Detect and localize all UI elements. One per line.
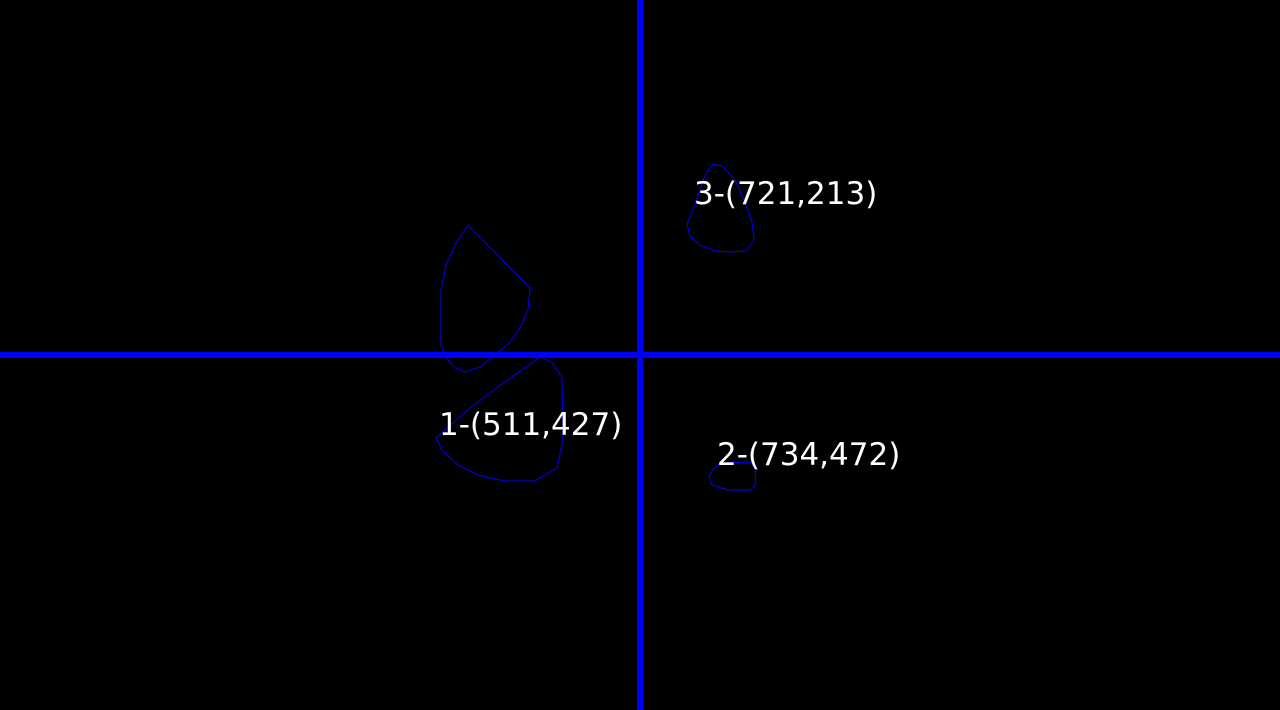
contour-unlabeled [441, 225, 530, 372]
detection-label-1: 1-(511,427) [439, 407, 623, 443]
detection-label-2: 2-(734,472) [717, 437, 901, 473]
detection-label-3: 3-(721,213) [694, 176, 878, 212]
